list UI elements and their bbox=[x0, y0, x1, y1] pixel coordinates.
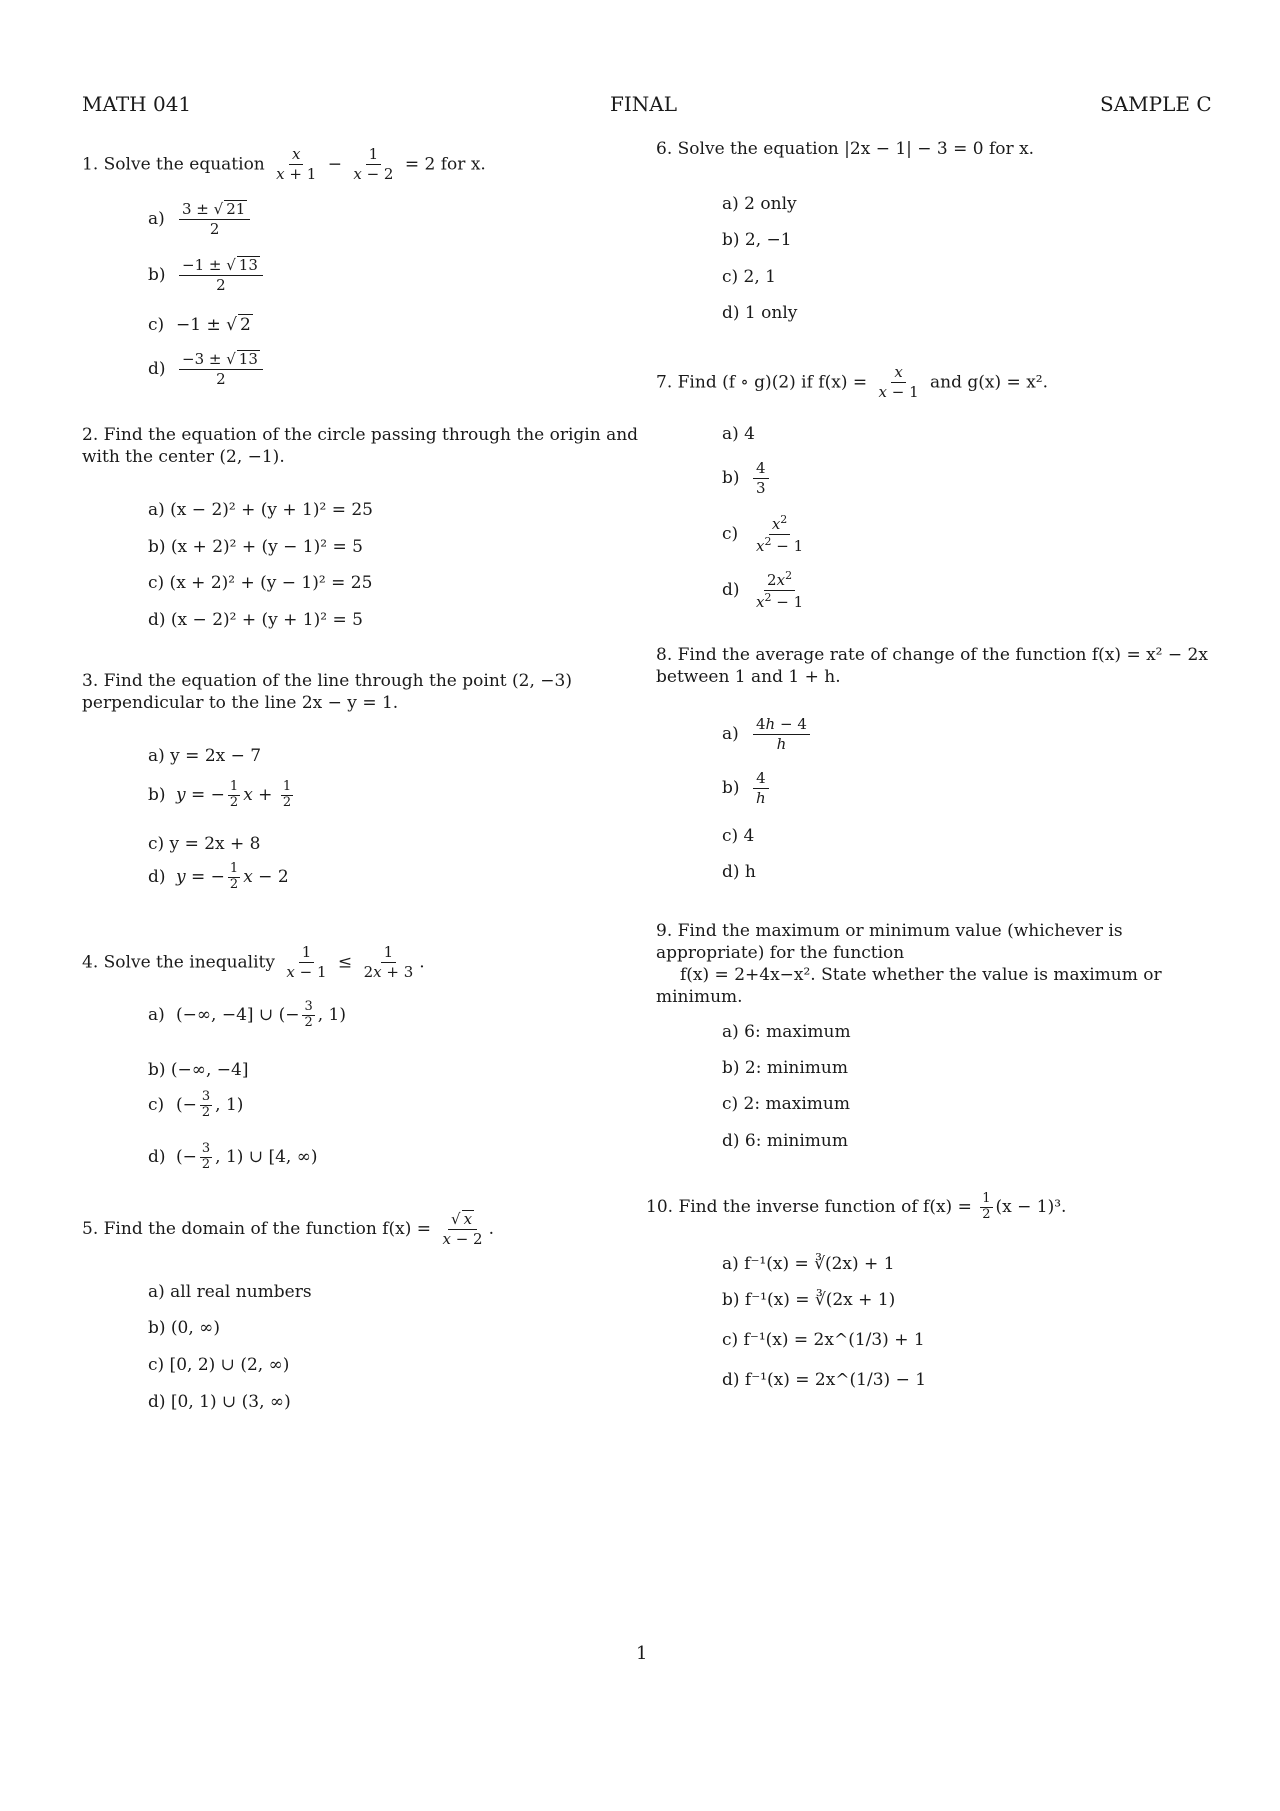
q3-option-c[interactable]: c) y = 2x + 8 bbox=[148, 834, 261, 854]
question-9: 9. Find the maximum or minimum value (whichever is appropriate) for the function f(x) = 2+4x−x². State whether the value is maximum or minimum. bbox=[656, 921, 1162, 1007]
q9-option-d[interactable]: d) 6: minimum bbox=[722, 1131, 848, 1151]
q5-option-b[interactable]: b) (0, ∞) bbox=[148, 1318, 220, 1338]
q4-option-b[interactable]: b) (−∞, −4] bbox=[148, 1060, 249, 1080]
q10-option-b[interactable]: b) f⁻¹(x) = ∛(2x + 1) bbox=[722, 1290, 896, 1310]
q9-option-c[interactable]: c) 2: maximum bbox=[722, 1094, 850, 1114]
q1-option-b[interactable]: b) $\frac{-1 \pm √ 13}{2}$ bbox=[148, 256, 266, 295]
q1-option-c[interactable]: c) −1 ± √ 2 bbox=[148, 315, 251, 335]
q9-option-b[interactable]: b) 2: minimum bbox=[722, 1058, 848, 1078]
q7-option-b[interactable]: b) $\frac{4}{3}$ bbox=[722, 460, 772, 498]
q4-option-a[interactable]: a) (−∞, −4] ∪ (− $\frac{3}{2}$ , 1) bbox=[148, 999, 347, 1030]
q3-option-b[interactable]: b) y = − $\frac{1}{2}$ x + $\frac{1}{2}$ bbox=[148, 779, 292, 810]
q5-option-c[interactable]: c) [0, 2) ∪ (2, ∞) bbox=[148, 1355, 290, 1375]
q8-option-b[interactable]: b) $\frac{4}{h}$ bbox=[722, 770, 772, 808]
q1-option-d[interactable]: d) $\frac{-3 \pm √ 13}{2}$ bbox=[148, 350, 266, 389]
q6-option-c[interactable]: c) 2, 1 bbox=[722, 267, 776, 287]
q2-option-c[interactable]: c) (x + 2)² + (y − 1)² = 25 bbox=[148, 573, 373, 593]
q8-option-c[interactable]: c) 4 bbox=[722, 826, 755, 846]
q6-option-a[interactable]: a) 2 only bbox=[722, 194, 797, 214]
q5-option-a[interactable]: a) all real numbers bbox=[148, 1282, 312, 1302]
exam-title: FINAL bbox=[610, 92, 678, 116]
q3-option-a[interactable]: a) y = 2x − 7 bbox=[148, 746, 262, 766]
q2-option-a[interactable]: a) (x − 2)² + (y + 1)² = 25 bbox=[148, 500, 373, 520]
q10-option-d[interactable]: d) f⁻¹(x) = 2x^(1/3) − 1 bbox=[722, 1370, 927, 1390]
question-6: 6. Solve the equation |2x − 1| − 3 = 0 for x. bbox=[656, 139, 1035, 159]
question-4: 4. Solve the inequality $\frac{1}{x - 1}$ ≤ $\frac{1}{2x + 3}$ . bbox=[82, 943, 425, 982]
q4-option-c[interactable]: c) (− $\frac{3}{2}$ , 1) bbox=[148, 1089, 244, 1120]
q10-option-a[interactable]: a) f⁻¹(x) = ∛(2x) + 1 bbox=[722, 1254, 895, 1274]
question-10: 10. Find the inverse function of f(x) = $\frac{1}{2}$ (x − 1)³. bbox=[646, 1191, 1067, 1222]
question-1: 1. Solve the equation $\frac{x}{x + 1}$ − $\frac{1}{x - 2}$ = 2 for x. bbox=[82, 145, 486, 184]
question-7: 7. Find (f ∘ g)(2) if f(x) = $\frac{x}{x - 1}$ and g(x) = x². bbox=[656, 363, 1049, 402]
q6-option-b[interactable]: b) 2, −1 bbox=[722, 230, 792, 250]
sample-label: SAMPLE C bbox=[1100, 92, 1212, 116]
question-2: 2. Find the equation of the circle passing through the origin and with the center (2, −1). bbox=[82, 425, 639, 467]
q1-option-a[interactable]: a) $\frac{3 \pm √ 21}{2}$ bbox=[148, 200, 253, 239]
q2-option-d[interactable]: d) (x − 2)² + (y + 1)² = 5 bbox=[148, 610, 363, 630]
q6-option-d[interactable]: d) 1 only bbox=[722, 303, 798, 323]
q9-option-a[interactable]: a) 6: maximum bbox=[722, 1022, 851, 1042]
q5-option-d[interactable]: d) [0, 1) ∪ (3, ∞) bbox=[148, 1392, 291, 1412]
q4-option-d[interactable]: d) (− $\frac{3}{2}$ , 1) ∪ [4, ∞) bbox=[148, 1141, 318, 1172]
course-label: MATH 041 bbox=[82, 92, 192, 116]
question-3: 3. Find the equation of the line through the point (2, −3) perpendicular to the line 2x − y = 1. bbox=[82, 671, 572, 713]
page-number: 1 bbox=[636, 1643, 648, 1664]
q7-option-c[interactable]: c) $\frac{x^2}{x^2 - 1}$ bbox=[722, 513, 804, 556]
question-5: 5. Find the domain of the function f(x) = $\frac{√ x}{x - 2}$ . bbox=[82, 1210, 494, 1249]
question-8: 8. Find the average rate of change of the function f(x) = x² − 2x between 1 and 1 + h. bbox=[656, 645, 1208, 687]
q2-option-b[interactable]: b) (x + 2)² + (y − 1)² = 5 bbox=[148, 537, 363, 557]
q8-option-a[interactable]: a) $\frac{4h - 4}{h}$ bbox=[722, 716, 813, 754]
q7-option-a[interactable]: a) 4 bbox=[722, 424, 755, 444]
q3-option-d[interactable]: d) y = − $\frac{1}{2}$ x − 2 bbox=[148, 861, 289, 892]
q10-option-c[interactable]: c) f⁻¹(x) = 2x^(1/3) + 1 bbox=[722, 1330, 925, 1350]
q7-option-d[interactable]: d) $\frac{2x^2}{x^2 - 1}$ bbox=[722, 569, 804, 612]
q8-option-d[interactable]: d) h bbox=[722, 862, 756, 882]
